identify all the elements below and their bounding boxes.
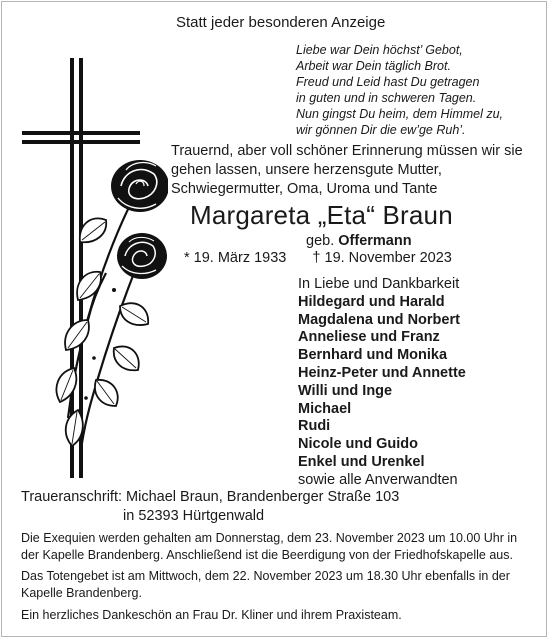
totengebet-paragraph <box>21 568 510 602</box>
mourning-address <box>21 488 399 526</box>
mourners-list <box>298 276 466 490</box>
mourner: Enkel und Urenkel <box>298 453 425 470</box>
poem-line: Freud und Leid hast Du getragen <box>296 75 480 89</box>
maiden-prefix: geb. <box>306 233 335 249</box>
address-line: Traueranschrift: Michael Braun, Brandenberger Straße 103 <box>21 489 400 505</box>
header-note: Statt jeder besonderen Anzeige <box>176 14 386 31</box>
mourner: Rudi <box>298 418 331 435</box>
poem <box>296 42 503 138</box>
mourners-outro: sowie alle Anverwandten <box>298 471 458 488</box>
paragraph-line: Die Exequien werden gehalten am Donnerstag, dem 23. November 2023 um 10.00 Uhr in <box>21 531 518 545</box>
poem-line: in guten und in schweren Tagen. <box>296 91 477 105</box>
intro-line: Trauernd, aber voll schöner Erinnerung müssen wir sie <box>171 143 523 159</box>
cross-with-roses-icon <box>18 58 168 478</box>
upper-rose <box>111 160 168 212</box>
paragraph-line: Ein herzliches Dankeschön an Frau Dr. Kliner und ihrem Praxisteam. <box>21 608 402 622</box>
address-line: in 52393 Hürtgenwald <box>123 508 265 524</box>
paragraph-line: Das Totengebet ist am Mittwoch, dem 22. November 2023 um 18.30 Uhr ebenfalls in der <box>21 569 510 583</box>
poem-line: Liebe war Dein höchst’ Gebot, <box>296 43 463 57</box>
mourner: Hildegard und Harald <box>298 293 445 310</box>
life-dates <box>184 250 452 266</box>
maiden-name: Offermann <box>338 233 412 249</box>
mourner: Anneliese und Franz <box>298 329 440 346</box>
poem-line: wir gönnen Dir die ew’ge Ruh’. <box>296 123 466 137</box>
intro-text <box>171 142 523 199</box>
intro-line: gehen lassen, unsere herzensgute Mutter, <box>171 162 442 178</box>
deceased-name: Margareta „Eta“ Braun <box>190 200 453 230</box>
mourner: Nicole und Guido <box>298 436 419 453</box>
exequien-paragraph <box>21 530 517 564</box>
thanks-paragraph <box>21 607 402 624</box>
mourner: Willi und Inge <box>298 382 393 399</box>
poem-line: Nun gingst Du heim, dem Himmel zu, <box>296 107 504 121</box>
mourner: Bernhard und Monika <box>298 347 448 364</box>
birth-date: * 19. März 1933 <box>184 250 287 266</box>
mourners-intro: In Liebe und Dankbarkeit <box>298 276 460 292</box>
mourner: Michael <box>298 400 352 417</box>
maiden-name-line <box>306 233 412 249</box>
poem-line: Arbeit war Dein täglich Brot. <box>296 59 451 73</box>
paragraph-line: der Kapelle Brandenberg. Anschließend ist die Beerdigung von der Friedhofskapelle aus. <box>21 548 513 562</box>
intro-line: Schwiegermutter, Oma, Uroma und Tante <box>171 181 438 197</box>
mourner: Heinz-Peter und Annette <box>298 364 466 381</box>
lower-rose <box>117 233 167 279</box>
death-date: † 19. November 2023 <box>312 250 452 266</box>
mourner: Magdalena und Norbert <box>298 311 460 328</box>
paragraph-line: Kapelle Brandenberg. <box>21 586 142 600</box>
